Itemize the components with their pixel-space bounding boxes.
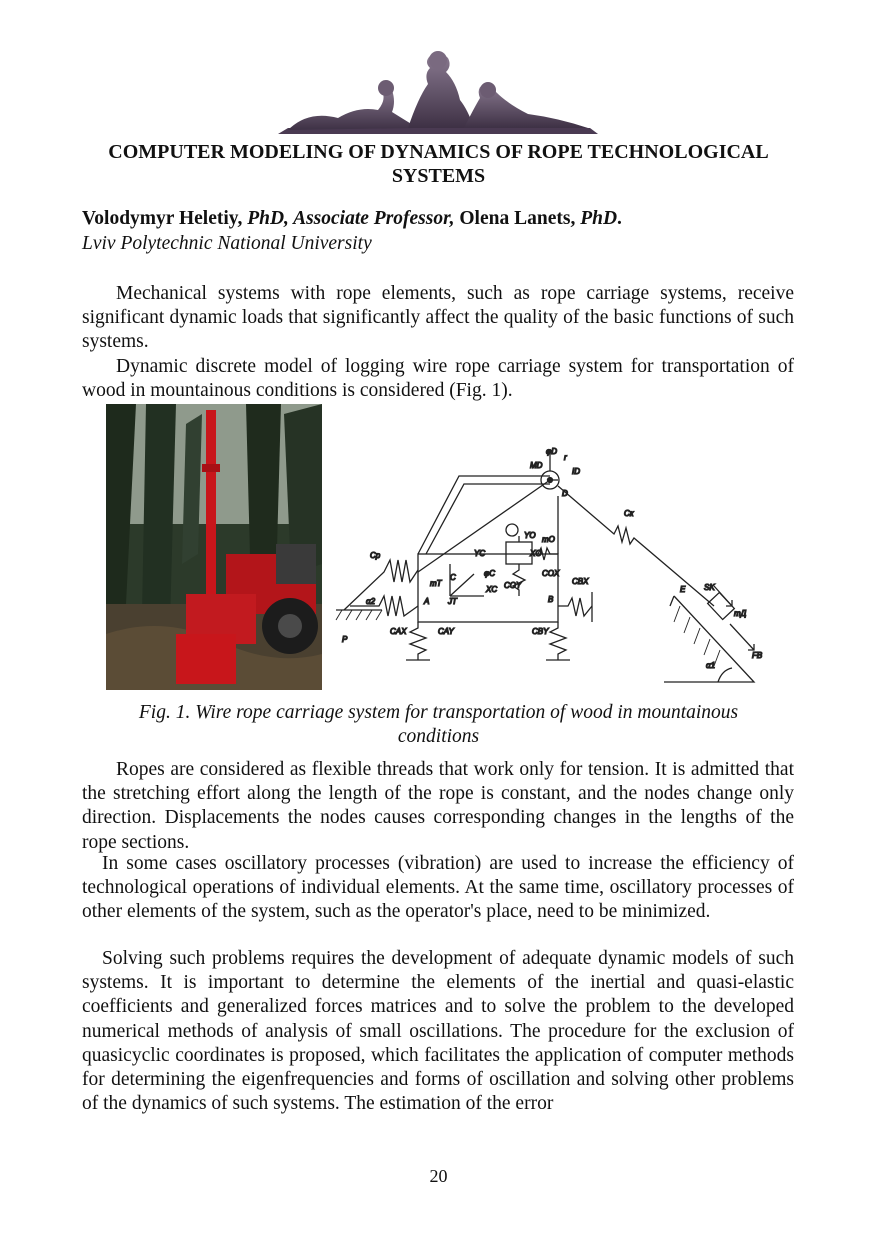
label-P: P [342, 635, 348, 644]
label-B: B [548, 595, 554, 604]
label-MD: MD [530, 461, 543, 470]
author-name-1: Volodymyr Heletiy, [82, 208, 248, 229]
label-phiC: φC [484, 569, 495, 578]
label-r: r [564, 453, 567, 462]
label-ID: ID [572, 467, 580, 476]
spring-Coy [513, 564, 525, 596]
label-Cp: Cp [370, 551, 381, 560]
author-title-2: PhD [580, 208, 618, 229]
label-phiD: φD [546, 447, 557, 456]
label-A: A [424, 597, 430, 606]
label-mD: mД [734, 609, 747, 618]
paper-title: COMPUTER MODELING OF DYNAMICS OF ROPE TECHNOLOGICAL SYSTEMS [108, 141, 769, 187]
affiliation: Lviv Polytechnic National University [82, 233, 372, 254]
label-E: E [680, 585, 686, 594]
page-number: 20 [429, 1166, 448, 1186]
rope-Ck [558, 486, 714, 606]
label-FB: FB [752, 651, 763, 660]
spring-Cbx [558, 598, 592, 616]
dynamic-model-diagram [334, 446, 764, 688]
label-YC: YC [474, 549, 486, 558]
label-CAX: CAX [390, 627, 407, 636]
author-name-2: Olena Lanets, [454, 208, 581, 229]
label-JT: JT [448, 597, 457, 606]
label-mT: mT [430, 579, 442, 588]
label-mO: mO [542, 535, 555, 544]
authors-line [82, 208, 622, 230]
paragraph-5: Solving such problems requires the development of adequate dynamic models of such systems. It is important to determine the elements of the inertial and quasi-elastic coefficients and generalized forces matrices and to solve the problem to the developed numerical methods of analysis of small oscillations. The procedure for the exclusion of quasicyclic coordinates is proposed, which facilitates the application of computer methods for determining the eigenfrequencies and forms of oscillation and solving other problems of the dynamics of such systems. The estimation of the error [82, 948, 794, 1115]
label-CAY: CAY [438, 627, 454, 636]
authors-end: . [617, 208, 622, 229]
label-COX: COX [542, 569, 560, 578]
operator-head [506, 524, 518, 536]
label-YO: YO [524, 531, 536, 540]
label-XO: XO [530, 549, 542, 558]
label-D: D [562, 489, 568, 498]
label-COY: COY [504, 581, 522, 590]
figure-caption: Fig. 1. Wire rope carriage system for transportation of wood in mountainous conditions [138, 702, 739, 747]
label-XC: XC [486, 585, 498, 594]
statue-logo [268, 48, 608, 140]
label-Ck: Cк [624, 509, 634, 518]
label-CBY: CBY [532, 627, 549, 636]
logging-machine-photo [106, 404, 322, 690]
paragraph-3: Ropes are considered as flexible threads that work only for tension. It is admitted that the stretching effort along the length of the rope is constant, and the nodes change only direction. Displacements the nodes causes corresponding changes in the lengths of the rope sections. [82, 759, 794, 853]
label-CBX: CBX [572, 577, 589, 586]
paragraph-1: Mechanical systems with rope elements, such as rope carriage systems, receive significant dynamic loads that significantly affect the quality of the basic functions of such systems. [82, 283, 794, 353]
paragraph-4: In some cases oscillatory processes (vibration) are used to increase the efficiency of technological operations of individual elements. At the same time, oscillatory processes of other elements of the system, such as the operator's place, need to be minimized. [82, 853, 794, 923]
label-alpha1: α1 [706, 661, 716, 670]
label-SK: SK [704, 583, 715, 592]
spring-Cby [550, 622, 566, 660]
label-alpha2: α2 [366, 597, 376, 606]
author-title-1: PhD, Associate Professor, [247, 208, 455, 229]
spring-Cay [410, 622, 426, 660]
label-C: C [450, 573, 456, 582]
paragraph-2: Dynamic discrete model of logging wire rope carriage system for transportation of wood in mountainous conditions is considered (Fig. 1). [82, 356, 794, 402]
